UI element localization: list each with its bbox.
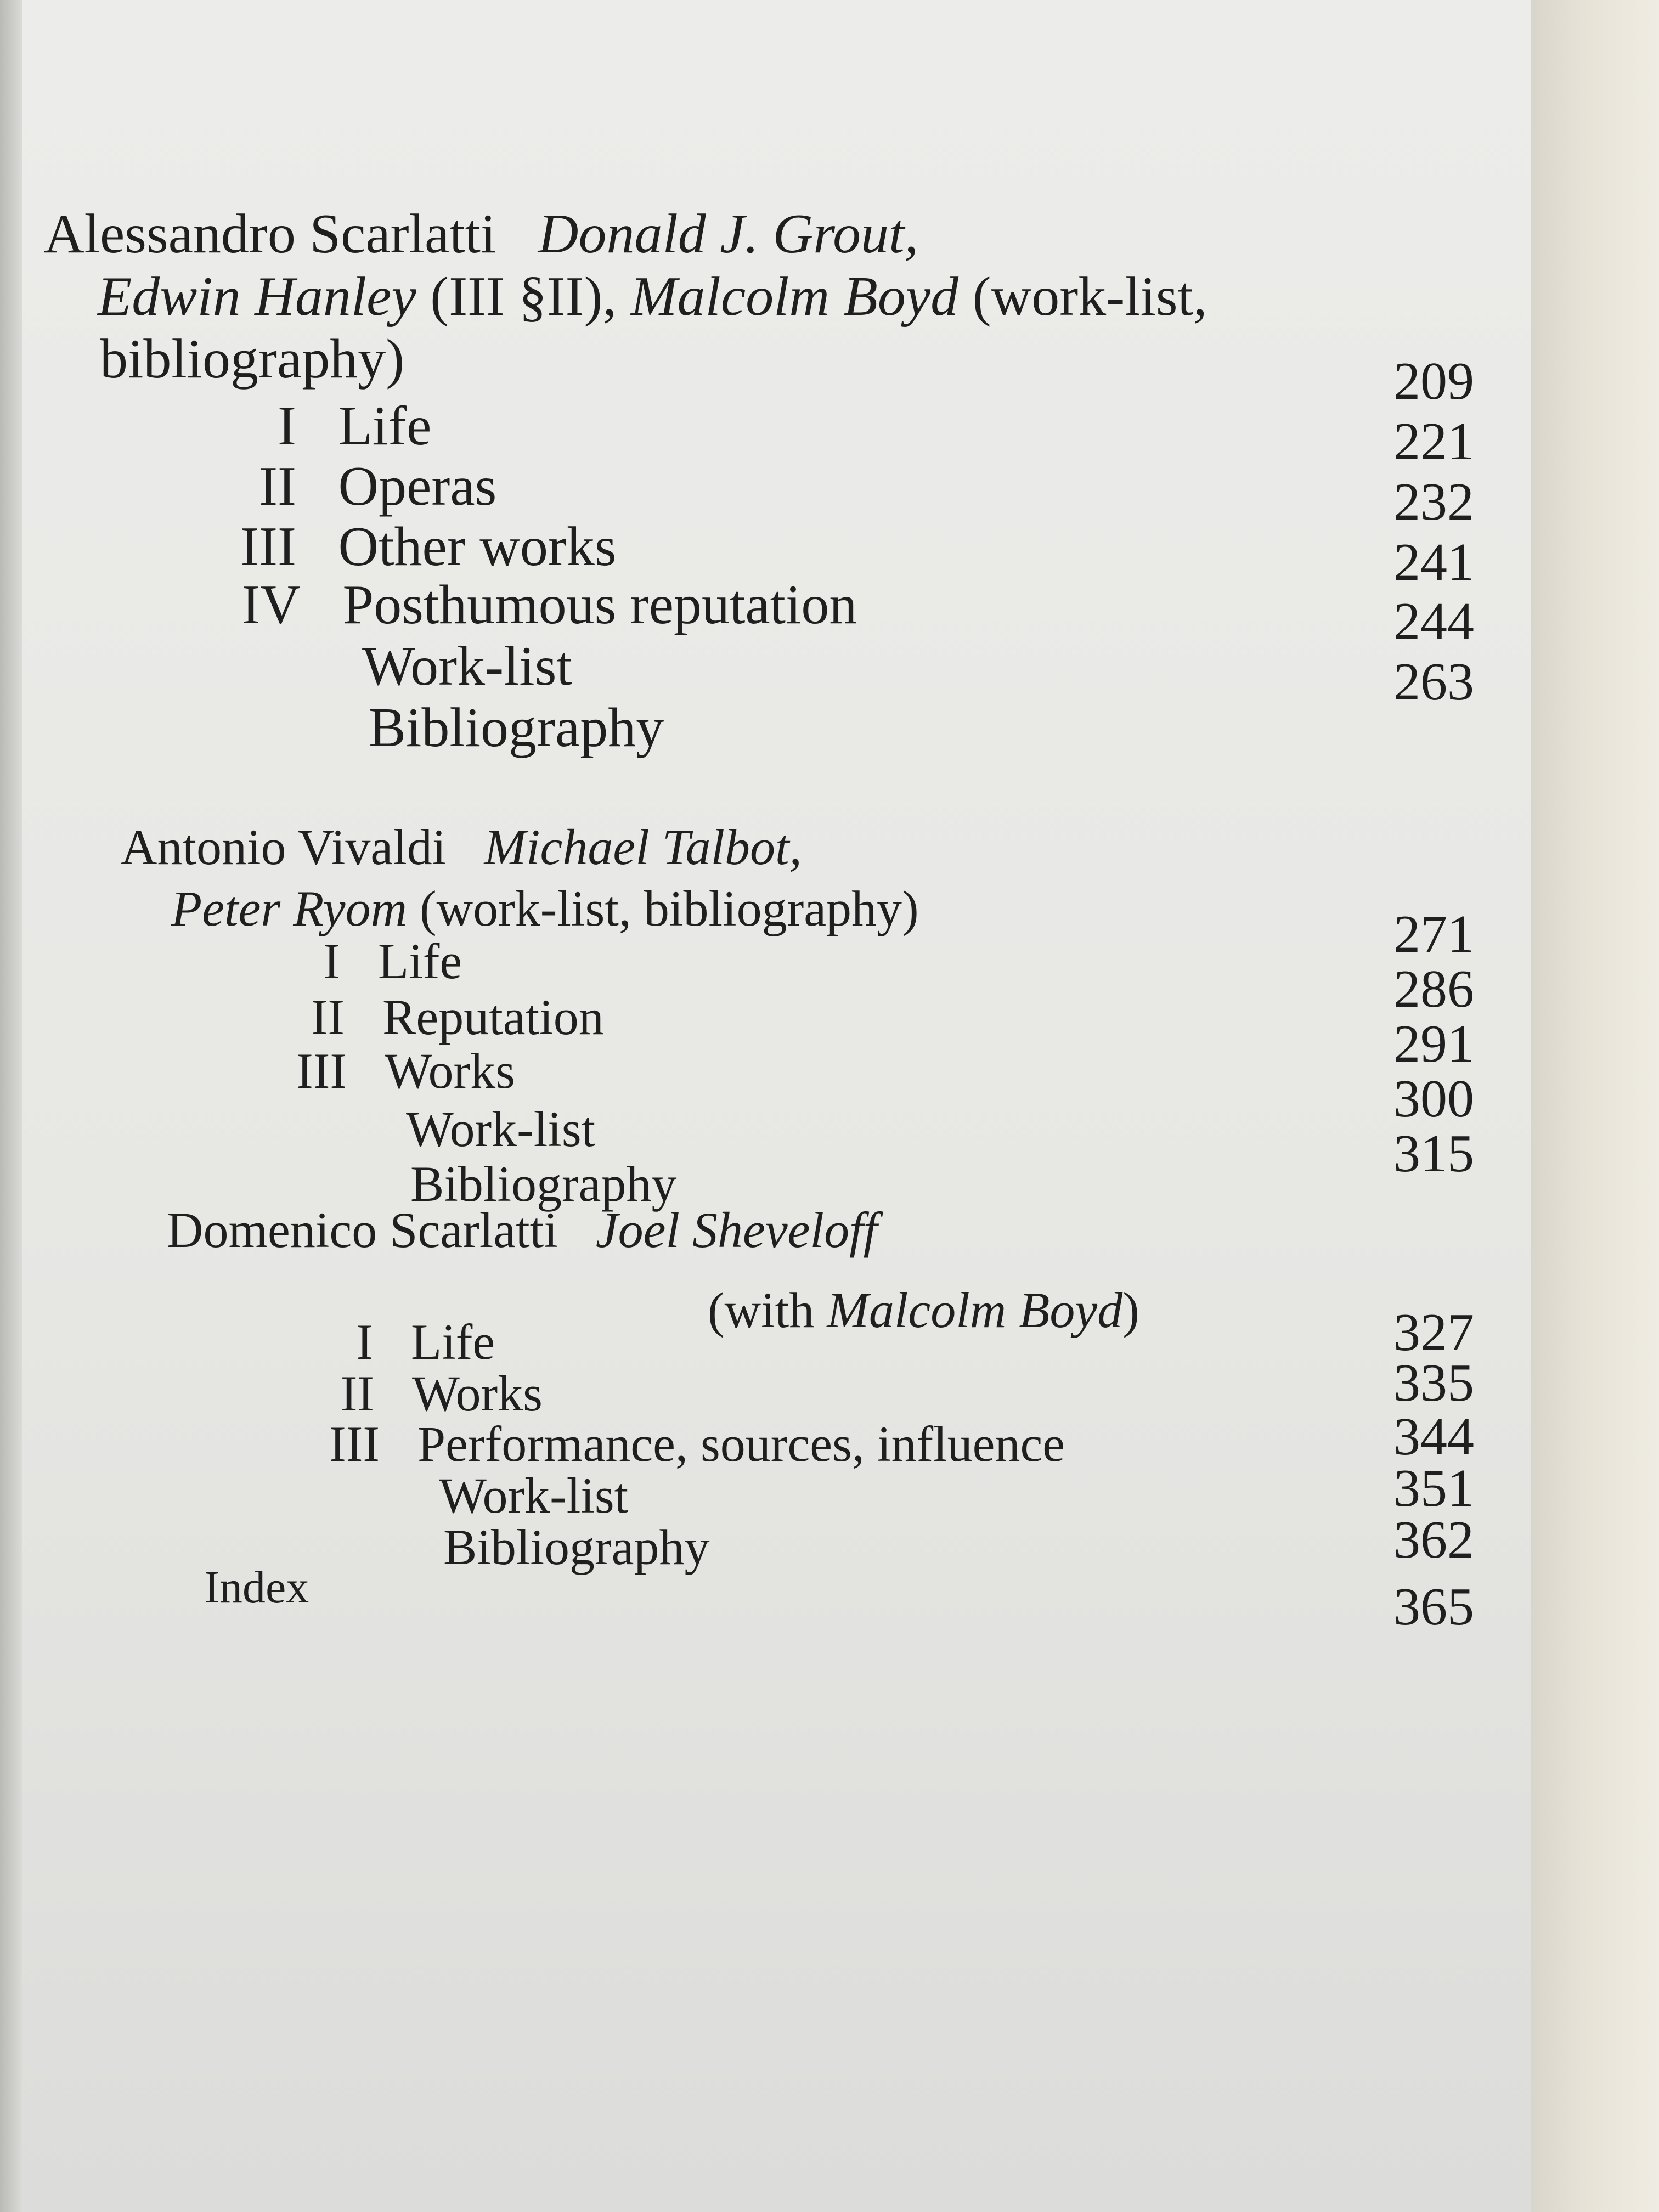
author-name: Donald J. Grout, — [538, 203, 918, 265]
toc-item — [313, 933, 462, 989]
composer-name: Domenico Scarlatti — [167, 1202, 558, 1258]
section-number: I — [356, 1314, 373, 1370]
page-number: 351 — [1393, 1459, 1474, 1518]
page-edge — [1531, 0, 1659, 2212]
entry-heading-alessandro-scarlatti — [44, 203, 918, 265]
author-name: Malcolm Boyd — [630, 266, 959, 328]
section-title: Works — [385, 1043, 515, 1099]
toc-item — [241, 455, 497, 517]
section-number: III — [329, 1416, 380, 1472]
page-number: 291 — [1393, 1014, 1474, 1074]
composer-name: Alessandro Scarlatti — [44, 203, 496, 265]
author-name: Joel Sheveloff — [595, 1202, 878, 1258]
section-title: Other works — [338, 516, 617, 578]
entry-authors-line: bibliography) — [100, 328, 405, 390]
section-number: III — [296, 1043, 347, 1099]
author-note: (work-list, — [958, 266, 1207, 328]
page-number: 271 — [1393, 905, 1474, 964]
page-number: 263 — [1393, 652, 1474, 712]
section-number: II — [311, 989, 345, 1045]
page-number: 241 — [1393, 533, 1474, 592]
toc-item — [241, 574, 857, 636]
page-number: 221 — [1393, 412, 1474, 471]
entry-authors-line — [708, 1282, 1139, 1338]
page-number: 362 — [1393, 1510, 1474, 1570]
toc-item — [324, 1416, 1065, 1472]
section-title: Reputation — [382, 989, 604, 1045]
page-number: 244 — [1393, 592, 1474, 651]
entry-authors-line — [171, 883, 919, 934]
toc-item — [296, 989, 604, 1045]
author-note: (with — [708, 1282, 827, 1338]
toc-item: Work-list — [362, 635, 572, 697]
page-number: 327 — [1393, 1303, 1474, 1362]
section-number: I — [278, 395, 296, 457]
section-title: Posthumous reputation — [342, 574, 857, 636]
entry-heading-antonio-vivaldi — [121, 819, 802, 875]
page-number: 335 — [1393, 1353, 1474, 1413]
section-number: III — [240, 516, 296, 578]
page-number: 300 — [1393, 1069, 1474, 1128]
toc-item: Bibliography — [410, 1156, 677, 1212]
page-number: 286 — [1393, 960, 1474, 1019]
section-number: IV — [241, 574, 301, 636]
toc-item: Work-list — [439, 1468, 629, 1523]
index-label: Index — [204, 1562, 309, 1613]
entry-authors-line — [98, 266, 1207, 328]
author-name: Edwin Hanley — [98, 266, 416, 328]
composer-name: Antonio Vivaldi — [121, 819, 447, 875]
section-title: Performance, sources, influence — [417, 1416, 1065, 1472]
section-title: Operas — [338, 455, 497, 517]
section-number: I — [323, 933, 340, 989]
section-number: II — [259, 455, 296, 517]
toc-item: Bibliography — [443, 1519, 710, 1575]
page-number: 344 — [1393, 1407, 1474, 1466]
section-number: II — [340, 1365, 374, 1421]
page-number: 232 — [1393, 472, 1474, 532]
entry-heading-domenico-scarlatti — [167, 1202, 878, 1258]
author-name: Peter Ryom — [171, 881, 408, 936]
page-gutter-shadow — [0, 0, 22, 2212]
author-note: ) — [1122, 1282, 1139, 1338]
section-title: Works — [412, 1365, 543, 1421]
section-title: Life — [378, 933, 462, 989]
page-number: 365 — [1393, 1577, 1474, 1637]
author-name: Malcolm Boyd — [827, 1282, 1123, 1338]
author-note: (work-list, bibliography) — [407, 881, 919, 936]
toc-item — [230, 516, 617, 578]
toc-item: Bibliography — [369, 697, 664, 759]
toc-item: Work-list — [406, 1101, 596, 1157]
page-number: 209 — [1393, 352, 1474, 411]
page-number: 315 — [1393, 1124, 1474, 1183]
toc-item — [285, 1043, 515, 1099]
author-name: Michael Talbot, — [484, 819, 802, 875]
section-title: Life — [338, 395, 432, 457]
toc-item — [258, 395, 432, 457]
section-title: Life — [411, 1314, 495, 1370]
toc-item — [346, 1314, 495, 1370]
toc-item — [332, 1365, 543, 1421]
author-note: (III §II), — [416, 266, 631, 328]
